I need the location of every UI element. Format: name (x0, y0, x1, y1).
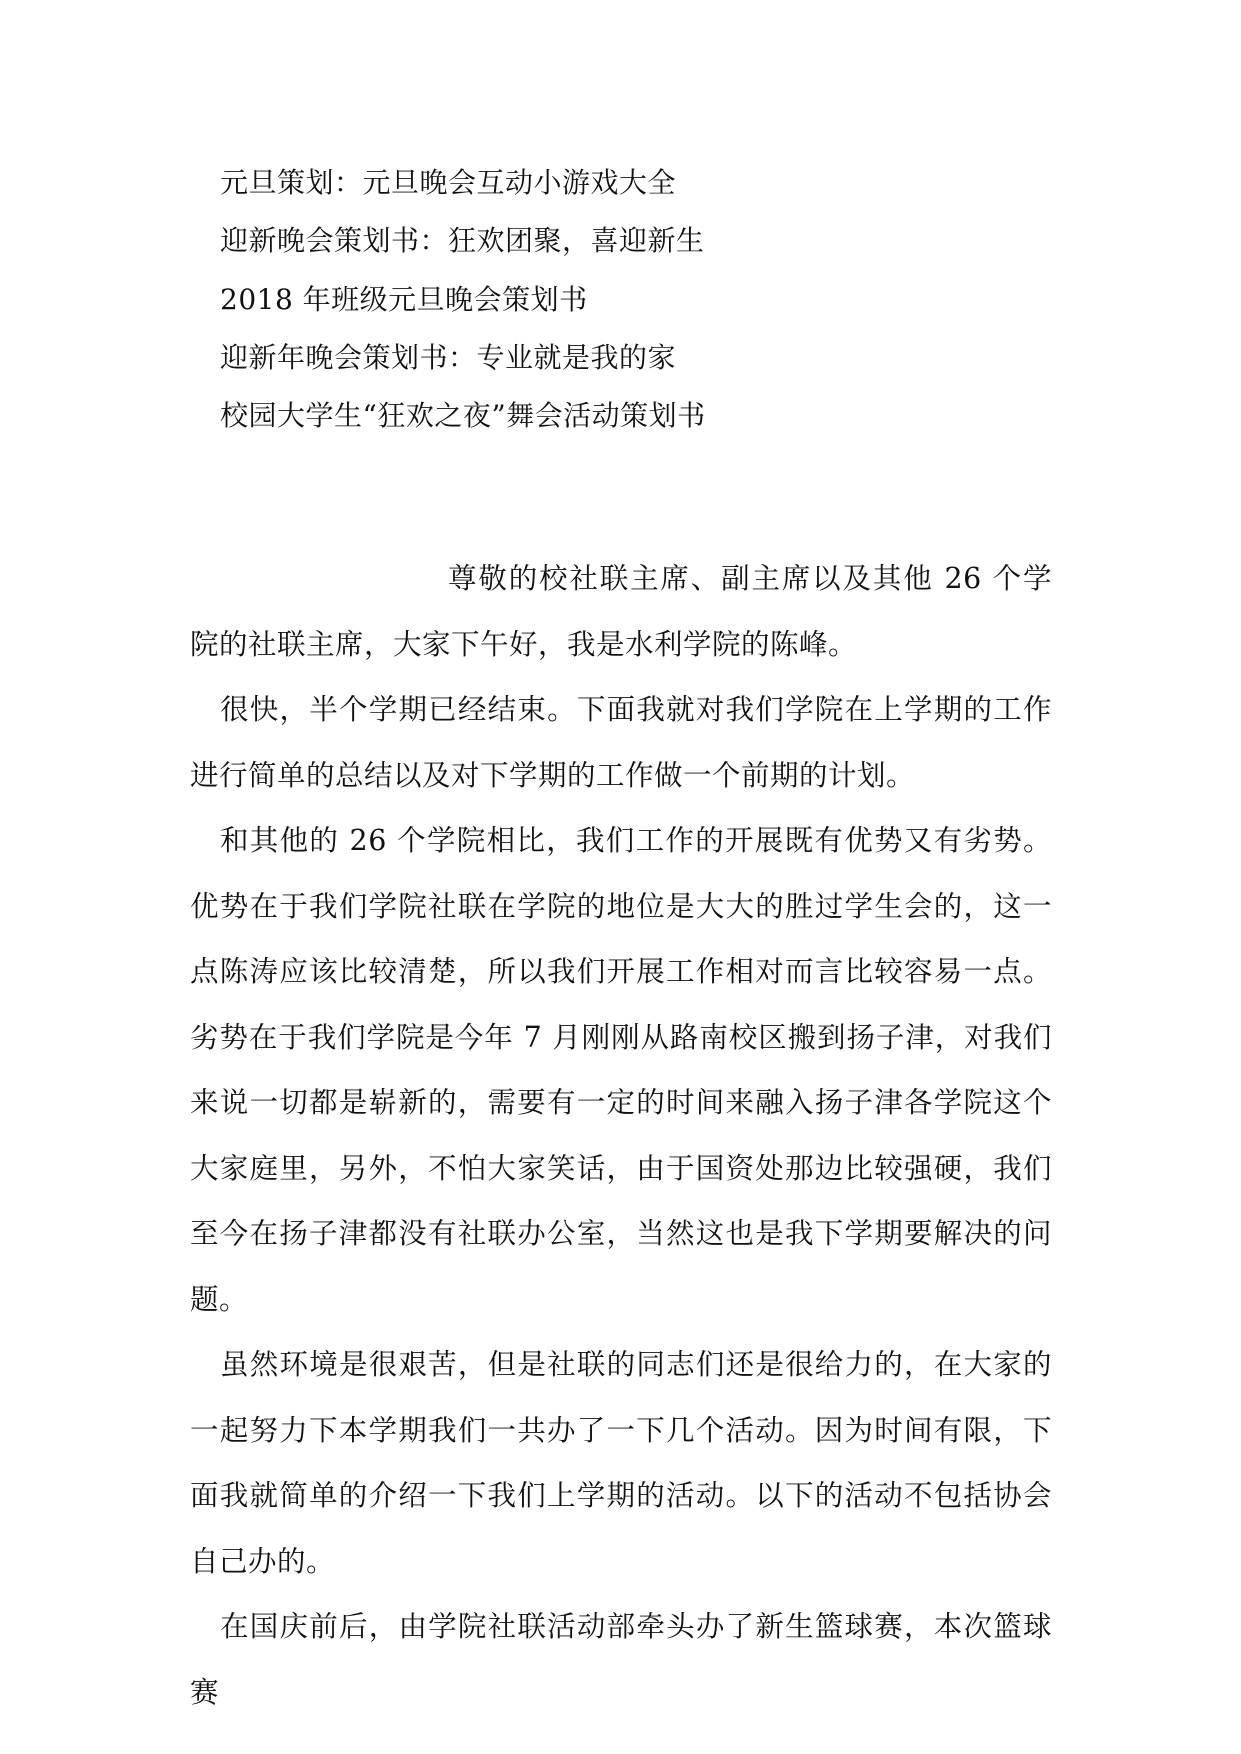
paragraph-intro: 很快，半个学期已经结束。下面我就对我们学院在上学期的工作进行简单的总结以及对下学期的工作做一个前期的计划。 (190, 693, 1052, 792)
body-text (190, 546, 1052, 1725)
related-link-4[interactable]: 迎新年晚会策划书：专业就是我的家 (220, 341, 677, 374)
related-link-5[interactable]: 校园大学生“狂欢之夜”舞会活动策划书 (220, 399, 706, 432)
paragraph-activities: 虽然环境是很艰苦，但是社联的同志们还是很给力的，在大家的一起努力下本学期我们一共办了一下几个活动。因为时间有限，下面我就简单的介绍一下我们上学期的活动。以下的活动不包括协会自己办的。 (190, 1348, 1052, 1578)
related-link-1[interactable]: 元旦策划：元旦晚会互动小游戏大全 (220, 166, 677, 199)
related-link-3[interactable]: 2018 年班级元旦晚会策划书 (220, 283, 588, 316)
paragraph-comparison: 和其他的 26 个学院相比，我们工作的开展既有优势又有劣势。优势在于我们学院社联在学院的地位是大大的胜过学生会的，这一点陈涛应该比较清楚，所以我们开展工作相对而言比较容易一点。劣势在于我们学院是今年 7 月刚刚从路南校区搬到扬子津，对我们来说一切都是崭新的，需要有一定的时间来融入扬子津各学院这个大家庭里，另外，不怕大家笑话，由于国资处那边比较强硬，我们至今在扬子津都没有社联办公室，当然这也是我下学期要解决的问题。 (190, 824, 1052, 1316)
paragraph-basketball: 在国庆前后，由学院社联活动部牵头办了新生篮球赛，本次篮球赛 (190, 1610, 1052, 1709)
related-link-2[interactable]: 迎新晚会策划书：狂欢团聚，喜迎新生 (220, 224, 705, 257)
paragraph-salutation: 尊敬的校社联主席、副主席以及其他 26 个学院的社联主席，大家下午好，我是水利学院的陈峰。 (190, 562, 1052, 661)
